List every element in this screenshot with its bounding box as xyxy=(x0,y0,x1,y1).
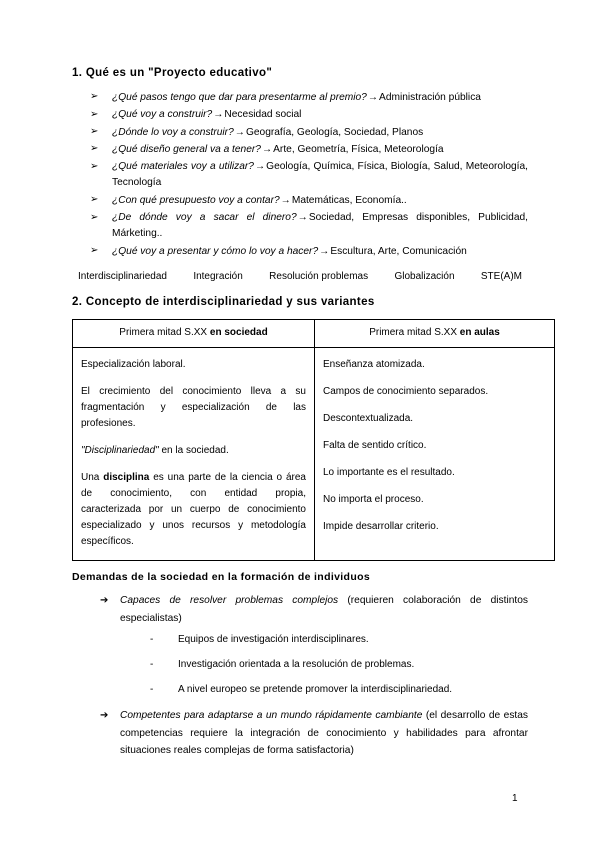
bullet-arrow-icon: ➢ xyxy=(90,211,99,223)
header-bold-left: en sociedad xyxy=(209,326,268,338)
dash-icon: - xyxy=(150,659,154,671)
cell-paragraph: Lo importante es el resultado. xyxy=(323,466,455,478)
cell-text: es una parte de la ciencia o área de conocimiento, con entidad propia, caracterizada por un cuerpo de conocimiento especializado y unos recursos y metodología específicos. xyxy=(81,471,306,547)
question-text: ¿Qué pasos tengo que dar para presentarme al premio? xyxy=(112,91,367,103)
demand-rest-text: (el desarrollo de estas competencias requiere la integración de conocimiento y habilidades para afrontar situaciones reales complejas de forma satisfactoria) xyxy=(120,710,528,757)
cell-paragraph: Descontextualizada. xyxy=(323,412,414,424)
table-header-cell-sociedad xyxy=(73,319,315,347)
arrow-icon: → xyxy=(213,109,224,121)
table-header-cell-aulas xyxy=(315,319,555,347)
cell-paragraph: No importa el proceso. xyxy=(323,493,424,505)
arrow-icon: → xyxy=(319,245,330,257)
cell-paragraph: El crecimiento del conocimiento lleva a su fragmentación y especialización de las profesiones. xyxy=(81,385,306,429)
answer-text: Administración pública xyxy=(379,91,481,103)
keyword-globalizacion: Globalización xyxy=(394,270,455,282)
list-item xyxy=(100,592,528,698)
bullet-arrow-icon: ➢ xyxy=(90,194,99,206)
page-content xyxy=(72,66,528,763)
keyword-row xyxy=(78,269,522,284)
page-number: 1 xyxy=(512,793,518,804)
arrow-icon: → xyxy=(280,194,291,206)
question-text: ¿Qué voy a presentar y cómo lo voy a hacer? xyxy=(112,245,319,257)
list-item xyxy=(150,682,528,698)
project-questions-list xyxy=(72,90,528,260)
question-text: ¿Qué diseño general va a tener? xyxy=(112,143,261,155)
arrow-icon: → xyxy=(234,126,245,138)
bullet-arrow-icon: ➢ xyxy=(90,143,99,155)
section-2-heading: 2. Concepto de interdisciplinariedad y sus variantes xyxy=(72,295,375,308)
sub-item-text: Equipos de investigación interdisciplinares. xyxy=(178,634,369,646)
header-prefix-right: Primera mitad S.XX xyxy=(369,326,460,338)
disciplinariedad-term: "Disciplinariedad" xyxy=(81,444,159,456)
cell-paragraph: Especialización laboral. xyxy=(81,358,186,370)
bullet-arrow-icon: ➢ xyxy=(90,126,99,138)
arrow-icon: → xyxy=(254,161,266,173)
question-text: ¿De dónde voy a sacar el dinero? xyxy=(112,212,297,224)
answer-text: Geología, Química, Física, Biología, Salud, Meteorología, Tecnología xyxy=(112,161,528,189)
disciplina-term: disciplina xyxy=(103,471,150,483)
answer-text: Escultura, Arte, Comunicación xyxy=(330,245,467,257)
bullet-arrow-icon: ➢ xyxy=(90,245,99,257)
table-cell-sociedad xyxy=(73,347,315,560)
arrow-icon: → xyxy=(261,143,273,155)
demand-lead-text: Capaces de resolver problemas complejos xyxy=(120,595,339,607)
keyword-integracion: Integración xyxy=(193,270,243,282)
answer-text: Sociedad, Empresas disponibles, Publicidad, Márketing.. xyxy=(112,212,528,240)
list-item xyxy=(86,90,528,106)
demand-lead-text: Competentes para adaptarse a un mundo rápidamente cambiante xyxy=(120,710,423,722)
answer-text: Geografía, Geología, Sociedad, Planos xyxy=(245,126,424,138)
answer-text: Arte, Geometría, Física, Meteorología xyxy=(273,143,444,155)
list-item xyxy=(150,657,528,673)
table-header-row xyxy=(73,319,555,347)
answer-text: Matemáticas, Economía.. xyxy=(291,194,407,206)
bullet-arrow-icon: ➢ xyxy=(90,108,99,120)
demands-list xyxy=(72,592,528,760)
question-text: ¿Qué voy a construir? xyxy=(112,109,213,121)
header-bold-right: en aulas xyxy=(459,326,500,338)
keyword-interdisciplinariedad: Interdisciplinariedad xyxy=(78,270,167,282)
cell-paragraph: Falta de sentido crítico. xyxy=(323,439,427,451)
list-item xyxy=(86,159,528,192)
list-item xyxy=(86,244,528,260)
arrow-icon: → xyxy=(297,212,308,224)
list-item xyxy=(150,632,528,648)
demand-sub-list xyxy=(120,632,528,698)
cell-paragraph: Impide desarrollar criterio. xyxy=(323,520,439,532)
sub-item-text: A nivel europeo se pretende promover la interdisciplinariedad. xyxy=(178,684,453,696)
cell-paragraph: Enseñanza atomizada. xyxy=(323,358,425,370)
question-text: ¿Qué materiales voy a utilizar? xyxy=(112,161,254,173)
cell-paragraph xyxy=(81,443,306,459)
list-item xyxy=(100,707,528,760)
header-prefix-left: Primera mitad S.XX xyxy=(119,326,210,338)
cell-paragraph xyxy=(81,470,306,550)
cell-text: en la sociedad. xyxy=(158,444,229,456)
section-3-heading: Demandas de la sociedad en la formación de individuos xyxy=(72,570,371,583)
keyword-resolucion-problemas: Resolución problemas xyxy=(269,270,369,282)
list-item xyxy=(86,142,528,158)
list-item xyxy=(86,210,528,243)
list-item xyxy=(86,125,528,141)
arrow-bullet-icon: ➔ xyxy=(100,710,109,722)
dash-icon: - xyxy=(150,634,154,646)
list-item xyxy=(86,193,528,209)
question-text: ¿Con qué presupuesto voy a contar? xyxy=(112,194,280,206)
keyword-steam: STE(A)M xyxy=(480,270,522,282)
arrow-icon: → xyxy=(367,91,379,103)
dash-icon: - xyxy=(150,684,154,696)
cell-paragraph: Campos de conocimiento separados. xyxy=(323,385,489,397)
table-cell-aulas xyxy=(315,347,555,560)
list-item xyxy=(86,107,528,123)
question-text: ¿Dónde lo voy a construir? xyxy=(112,126,234,138)
bullet-arrow-icon: ➢ xyxy=(90,160,99,172)
bullet-arrow-icon: ➢ xyxy=(90,91,99,103)
section-1-heading: 1. Qué es un "Proyecto educativo" xyxy=(72,67,273,79)
interdisciplinariedad-table xyxy=(72,319,555,561)
answer-text: Necesidad social xyxy=(224,109,302,121)
demand-rest-text: (requieren colaboración de distintos especialistas) xyxy=(120,595,528,624)
table-row xyxy=(73,347,555,560)
sub-item-text: Investigación orientada a la resolución de problemas. xyxy=(178,659,415,671)
arrow-bullet-icon: ➔ xyxy=(100,595,109,607)
cell-text: Una xyxy=(81,471,104,483)
